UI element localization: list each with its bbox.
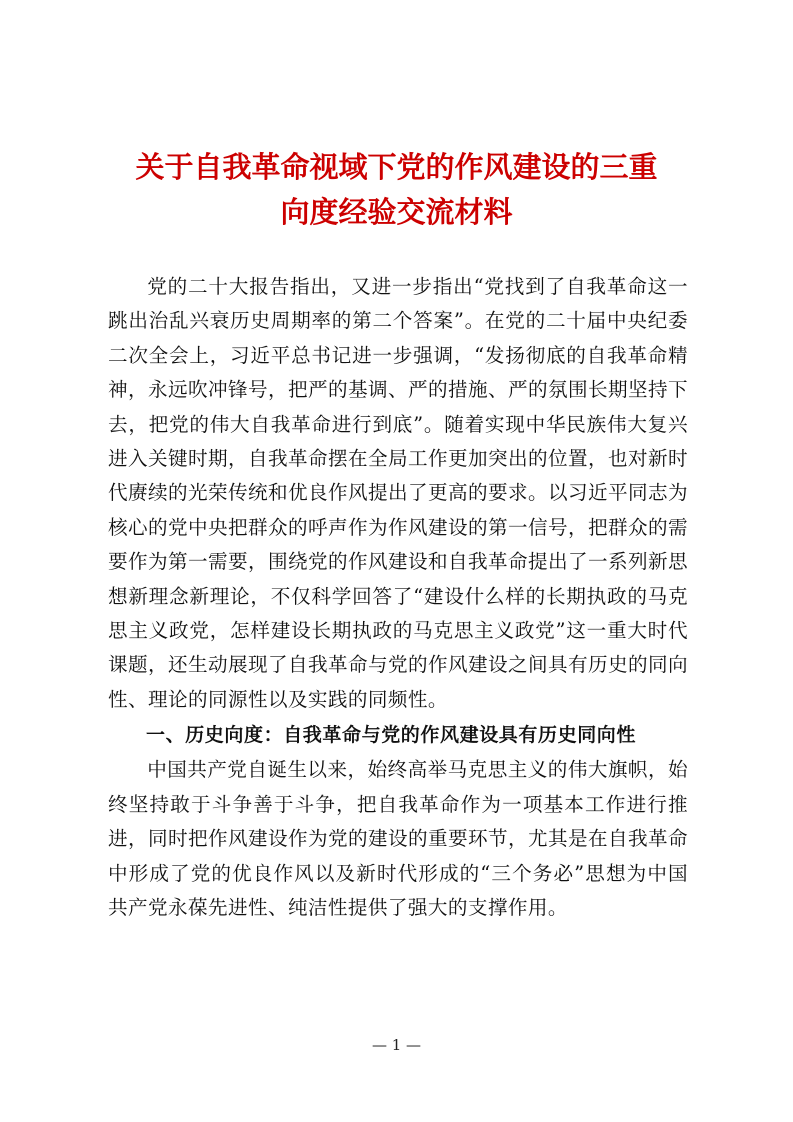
title-line-1: 关于自我革命视域下党的作风建设的三重 (135, 150, 658, 184)
document-title (60, 145, 733, 235)
section-heading: 一、历史向度：自我革命与党的作风建设具有历史同向性 (146, 724, 637, 747)
page-number: — 1 — (371, 1036, 422, 1054)
intro-paragraph: 党的二十大报告指出，又进一步指出“党找到了自我革命这一跳出治乱兴衰历史周期率的第二个答案”。在党的二十届中央纪委二次全会上，习近平总书记进一步强调，“发扬彻底的自我革命精神，永远吹冲锋号，把严的基调、严的措施、严的氛围长期坚持下去，把党的伟大自我革命进行到底”。随着实现中华民族伟大复兴进入关键时期，自我革命摆在全局工作更加突出的位置，也对新时代赓续的光荣传统和优良作风提出了更高的要求。以习近平同志为核心的党中央把群众的呼声作为作风建设的第一信号，把群众的需要作为第一需要，围绕党的作风建设和自我革命提出了一系列新思想新理念新理论，不仅科学回答了“建设什么样的长期执政的马克思主义政党，怎样建设长期执政的马克思主义政党”这一重大时代课题，还生动展现了自我革命与党的作风建设之间具有历史的同向性、理论的同源性以及实践的同频性。 (108, 275, 688, 711)
title-line-2: 向度经验交流材料 (280, 195, 513, 229)
section-paragraph: 中国共产党自诞生以来，始终高举马克思主义的伟大旗帜，始终坚持敢于斗争善于斗争，把自我革命作为一项基本工作进行推进，同时把作风建设作为党的建设的重要环节，尤其是在自我革命中形成了党的优良作风以及新时代形成的“三个务必”思想为中国共产党永葆先进性、纯洁性提供了强大的支撑作用。 (108, 758, 688, 919)
document-body (108, 270, 688, 925)
